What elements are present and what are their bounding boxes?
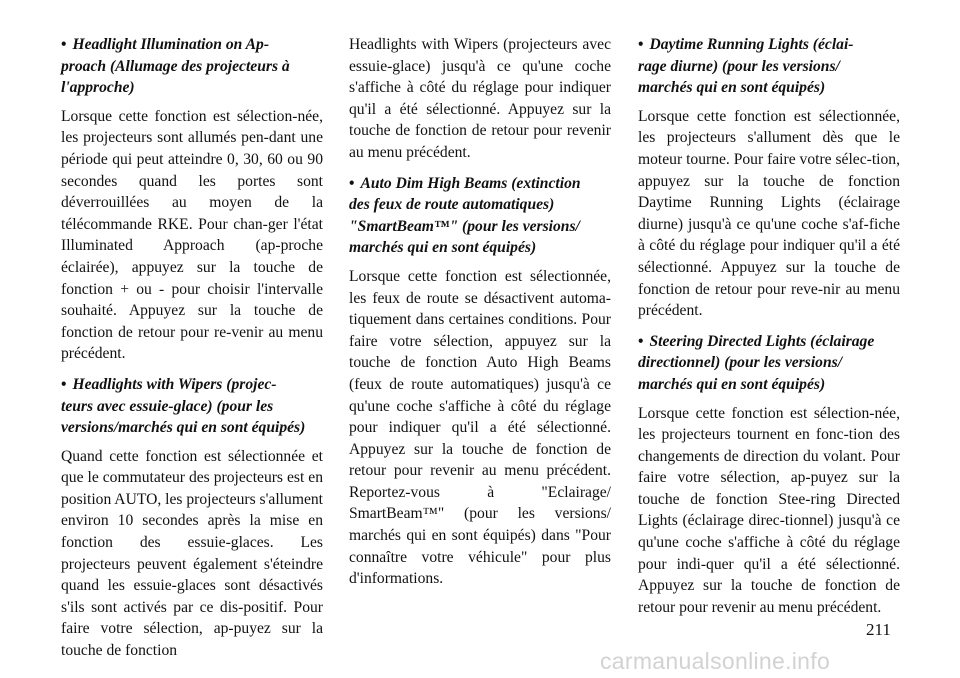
heading-text: Headlight Illumination on Ap- proach (Allumage des projecteurs à l'approche) [61,36,290,97]
heading-text: Steering Directed Lights (éclairage directionnel) (pour les versions/ marchés qui en sont équipés) [638,332,875,393]
section-heading-steering-directed-lights [638,331,900,396]
paragraph: Lorsque cette fonction est sélectionnée, les feux de route se désactivent automa-tiquement dans certaines conditions. Pour faire votre sélection, appuyez sur la touche de fonction Auto High Beams (feux de route automatiques) jusqu'à ce qu'une coche s'affiche à côté du réglage pour indiquer qu'il a été sélectionné. Appuyez sur la touche de fonction de retour pour revenir au menu précédent. Reportez-vous à "Eclairage/ SmartBeam™" (pour les versions/ marchés qui en sont équipés) dans "Pour connaître votre véhicule" pour plus d'informations. [349,267,611,588]
paragraph: Quand cette fonction est sélectionnée et que le commutateur des projecteurs est en position AUTO, les projecteurs s'allument environ 10 secondes après la mise en fonction des essuie-glaces. Les projecteurs peuvent également s'éteindre quand les essuie-glaces sont désactivés s'ils sont activés par ce dis-positif. Pour faire votre sélection, ap-puyez sur la touche de fonction [61,447,323,660]
page-number: 211 [866,620,891,639]
watermark: carmanualsonline.info [600,648,831,674]
text-column-1 [61,34,323,671]
bullet: • [638,36,644,53]
section-heading-auto-dim-high-beams [349,173,611,259]
heading-text: Headlights with Wipers (projec- teurs avec essuie-glace) (pour les versions/marchés qui en sont équipés) [61,375,306,437]
bullet: • [349,174,355,192]
paragraph: Lorsque cette fonction est sélectionnée, les projecteurs s'allument dès que le moteur tourne. Pour faire votre sélec-tion, appuyez sur la touche de fonction Daytime Running Lights (éclairage diurne) jusqu'à ce qu'une coche s'af-fiche à côté du réglage pour indiquer qu'il a été sélectionné. Appuyez sur la touche de fonction de retour pour reve-nir au menu précédent. [638,107,900,320]
paragraph: Lorsque cette fonction est sélection-née, les projecteurs tournent en fonc-tion des changements de direction du volant. Pour faire votre sélection, ap-puyez sur la touche de fonction Stee-ring Directed Lights (éclairage direc-tionnel) jusqu'à ce qu'une coche s'affiche à côté du réglage pour indi-quer qu'il a été sélectionné. Appuyez sur la touche de fonction de retour pour revenir au menu précédent. [638,404,900,616]
bullet: • [638,332,644,350]
paragraph: Lorsque cette fonction est sélection-née, les projecteurs sont allumés pen-dant une période qui peut atteindre 0, 30, 60 ou 90 secondes quand les portes sont déverrouillées au moyen de la télécommande RKE. Pour chan-ger l'état Illuminated Approach (ap-proche éclairée), appuyez sur la touche de fonction + ou - pour choisir l'intervalle souhaité. Appuyez sur la touche de fonction de retour pour re-venir au menu précédent. [61,107,323,363]
text-column-2 [349,34,611,599]
section-heading-headlight-illumination [61,34,323,99]
heading-text: Daytime Running Lights (éclai- rage diurne) (pour les versions/ marchés qui en sont équipés) [638,36,854,97]
section-heading-headlights-with-wipers [61,374,323,439]
paragraph: Headlights with Wipers (projecteurs avec essuie-glace) jusqu'à ce qu'une coche s'affiche à côté du réglage pour indiquer qu'il a été sélectionné. Appuyez sur la touche de fonction de retour pour revenir au menu précédent. [349,36,611,161]
bullet: • [61,36,67,53]
bullet: • [61,375,67,393]
section-heading-daytime-running-lights [638,34,900,99]
heading-text: Auto Dim High Beams (extinction des feux de route automatiques) "SmartBeam™" (pour les versions/ marchés qui en sont équipés) [349,174,581,257]
text-column-3 [638,34,900,627]
